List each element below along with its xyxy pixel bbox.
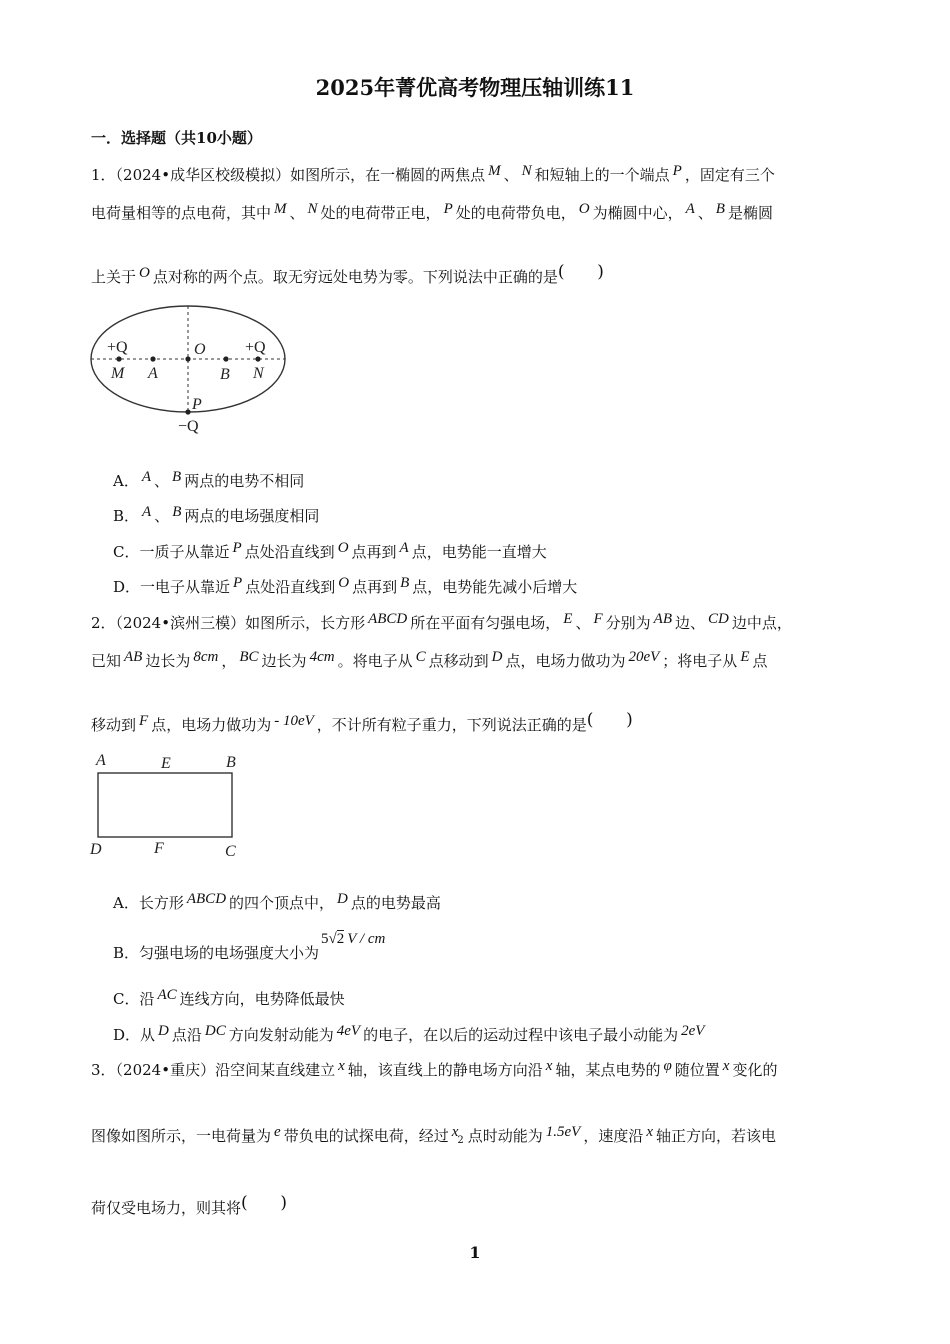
sqrt-symbol: √ (328, 931, 337, 947)
q2-option-c[interactable]: C．沿 AC 连线方向，电势降低最快 (113, 987, 345, 1008)
point-o (185, 356, 190, 361)
q1-source: （2024•成华区校级模拟） (115, 166, 291, 184)
q1-option-c[interactable]: C．一质子从靠近 P 点处沿直线到 O 点再到 A 点，电势能一直增大 (113, 540, 547, 561)
label-m: M (111, 365, 125, 382)
answer-parens: ( ) (557, 262, 604, 282)
point-m (116, 356, 121, 361)
label-p: P (192, 396, 202, 413)
q2-option-b[interactable]: B．匀强电场的电场强度大小为5√2 V / cm (113, 931, 386, 962)
q2-source: （2024•滨州三模） (115, 614, 246, 632)
q2-line-2: 已知 AB 边长为 8cm ， BC 边长为 4cm 。将电子从 C 点移动到 D 点，电场力做功为 20eV ；将电子从 E 点 (91, 649, 768, 670)
q1-option-d[interactable]: D．一电子从靠近 P 点处沿直线到 O 点再到 B 点，电势能先减小后增大 (113, 575, 578, 596)
q1-option-b[interactable]: B． A 、 B 两点的电场强度相同 (113, 504, 320, 525)
rectangle-abcd (98, 773, 232, 837)
rectangle-figure (85, 748, 255, 863)
answer-parens: ( ) (241, 1193, 288, 1213)
point-n (255, 356, 260, 361)
label-b: B (220, 366, 230, 383)
label-n: N (253, 365, 264, 382)
label-e: E (161, 755, 171, 772)
q2-option-a[interactable]: A．长方形 ABCD 的四个顶点中， D 点的电势最高 (113, 891, 441, 912)
label-plus-q-right: +Q (245, 339, 266, 356)
point-p (185, 409, 190, 414)
label-a: A (96, 752, 106, 769)
q1-line-2: 电荷量相等的点电荷，其中 M 、 N 处的电荷带正电， P 处的电荷带负电， O 为椭圆中心， A 、 B 是椭圆 (91, 201, 773, 222)
point-b (223, 356, 228, 361)
q3-line-3: 荷仅受电场力，则其将( ) (91, 1193, 288, 1217)
q1-option-a[interactable]: A． A 、 B 两点的电势不相同 (113, 469, 305, 490)
label-plus-q-left: +Q (107, 339, 128, 356)
q2-line-1: 2．（2024•滨州三模）如图所示，长方形 ABCD 所在平面有匀强电场， E 、 F 分别为 AB 边、 CD 边中点， (91, 611, 792, 632)
page-title: 2025年菁优高考物理压轴训练11 (315, 75, 635, 100)
ellipse-figure (85, 300, 295, 440)
page-number: 1 (469, 1243, 481, 1262)
label-a: A (148, 365, 158, 382)
q3-line-2: 图像如图所示，一电荷量为 e 带负电的试探电荷，经过 $x_2$ 点时动能为 1.5eV ，速度沿 x 轴正方向，若该电 (91, 1124, 777, 1146)
label-d: D (90, 841, 102, 858)
q1-line-1: 1．（2024•成华区校级模拟）如图所示，在一椭圆的两焦点 M 、 N 和短轴上的一个端点 P ，固定有三个 (91, 163, 775, 184)
q1-number: 1． (91, 166, 116, 184)
label-minus-q: −Q (178, 418, 199, 435)
q3-source: （2024•重庆） (115, 1061, 216, 1079)
label-f: F (154, 840, 164, 857)
point-a (150, 356, 155, 361)
q2-line-3: 移动到 F 点，电场力做功为 - 10eV ，不计所有粒子重力，下列说法正确的是( ) (91, 710, 633, 734)
q2-option-d[interactable]: D．从 D 点沿 DC 方向发射动能为 4eV 的电子，在以后的运动过程中该电子最小动能为 2eV (113, 1023, 705, 1044)
label-b: B (226, 754, 236, 771)
section-heading: 一．选择题（共10小题） (91, 129, 262, 147)
answer-parens: ( ) (586, 710, 633, 730)
q3-number: 3． (91, 1061, 116, 1079)
label-c: C (225, 843, 236, 860)
q1-line-3: 上关于 O 点对称的两个点。取无穷远处电势为零。下列说法中正确的是( ) (91, 262, 604, 286)
label-o: O (194, 341, 206, 358)
q2-number: 2． (91, 614, 116, 632)
q3-line-1: 3．（2024•重庆）沿空间某直线建立 x 轴，该直线上的静电场方向沿 x 轴，某点电势的 φ 随位置 x 变化的 (91, 1058, 778, 1079)
